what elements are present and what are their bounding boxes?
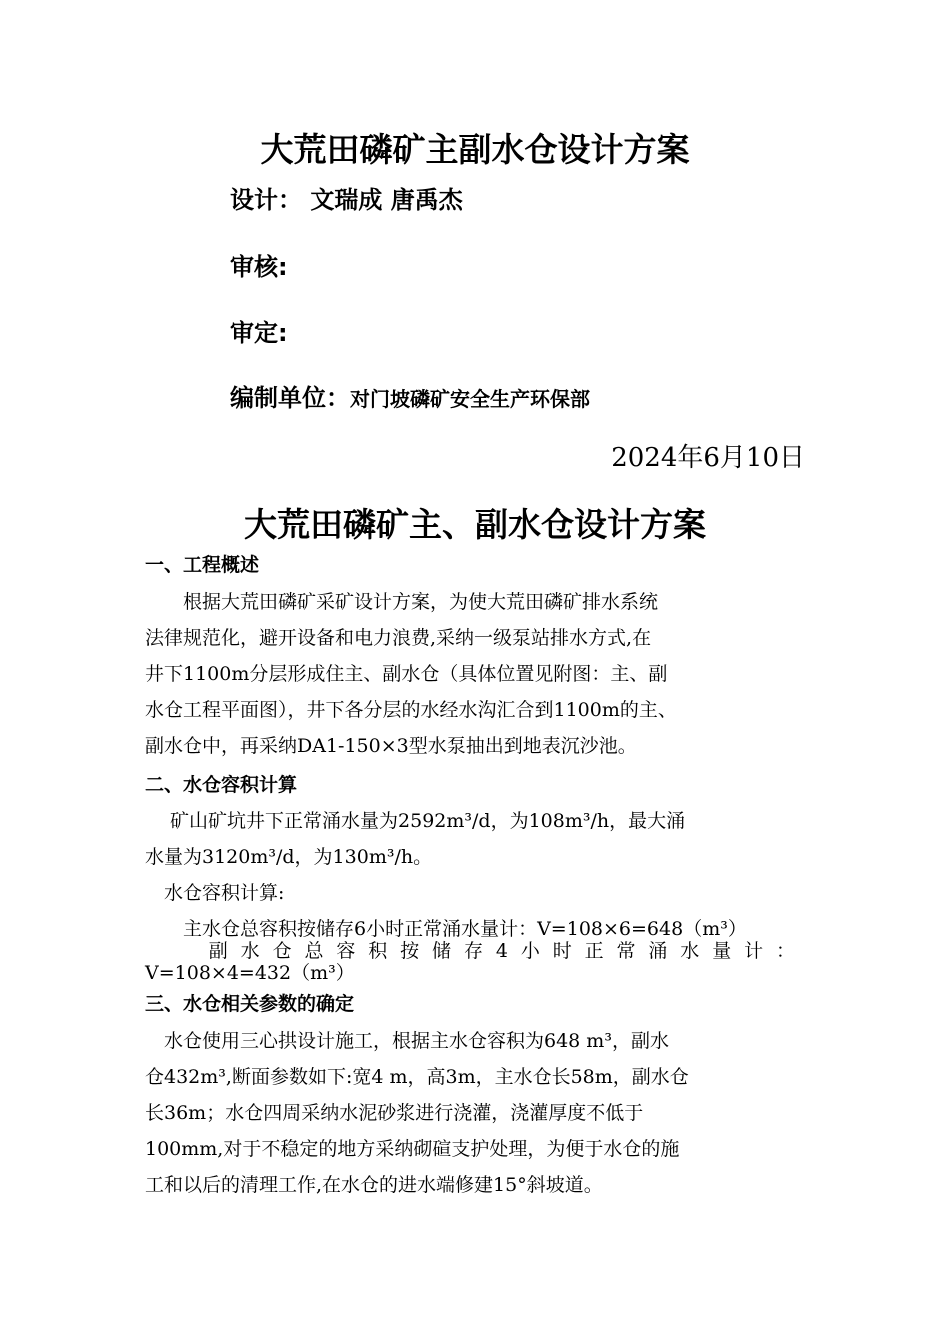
section-2-heading: 二、水仓容积计算 [145, 774, 298, 796]
section-1-heading: 一、工程概述 [145, 554, 260, 576]
section-3-line-2: 仓432m³,断面参数如下:宽4 m，高3m，主水仓长58m，副水仓 [145, 1066, 689, 1088]
section-2-line-1: 矿山矿坑井下正常涌水量为2592m³/d，为108m³/h，最大涌 [145, 810, 686, 832]
compiling-unit-line [230, 381, 590, 416]
section-1-line-1: 根据大荒田磷矿采矿设计方案，为使大荒田磷矿排水系统 [145, 591, 659, 613]
section-1-line-3: 井下1100m分层形成住主、副水仓（具体位置见附图：主、副 [145, 663, 668, 685]
section-3-heading: 三、水仓相关参数的确定 [145, 993, 355, 1015]
approver-line: 审定: [230, 319, 288, 347]
section-1-line-4: 水仓工程平面图），井下各分层的水经水沟汇合到1100m的主、 [145, 699, 677, 721]
section-3-line-1: 水仓使用三心拱设计施工，根据主水仓容积为648 m³，副水 [145, 1030, 669, 1052]
section-2-line-2: 水量为3120m³/d，为130m³/h。 [145, 846, 433, 868]
section-3-body [145, 1023, 755, 1203]
section-2-line-3: 水仓容积计算: [145, 882, 285, 904]
section-1-line-5: 副水仓中，再采纳DA1-150×3型水泵抽出到地表沉沙池。 [145, 735, 637, 757]
reviewer-line: 审核: [230, 253, 288, 281]
section-3-line-3: 长36m；水仓四周采纳水泥砂浆进行浇灌，浇灌厚度不低于 [145, 1102, 644, 1124]
section-1-body [145, 584, 755, 764]
section-3-line-5: 工和以后的清理工作,在水仓的进水端修建15°斜坡道。 [145, 1174, 603, 1196]
volume-calculation [145, 918, 795, 984]
main-title: 大荒田磷矿主、副水仓设计方案 [244, 505, 706, 544]
sub-sump-calculation-1: 副水仓总容积按储存4小时正常涌水量计： [145, 940, 795, 962]
compiling-unit-label: 编制单位： [230, 384, 350, 412]
section-2-body [145, 803, 755, 911]
cover-title: 大荒田磷矿主副水仓设计方案 [260, 130, 690, 169]
section-1-line-2: 法律规范化，避开设备和电力浪费,采纳一级泵站排水方式,在 [145, 627, 652, 649]
document-date: 2024年6月10日 [611, 443, 805, 473]
section-3-line-4: 100mm,对于不稳定的地方采纳砌碹支护处理，为便于水仓的施 [145, 1138, 680, 1160]
designer-line: 设计： 文瑞成 唐禹杰 [230, 186, 463, 214]
compiling-unit-value: 对门坡磷矿安全生产环保部 [350, 387, 590, 411]
main-sump-calculation: 主水仓总容积按储存6小时正常涌水量计：V=108×6=648（m³） [145, 918, 747, 940]
sub-sump-calculation-2: V=108×4=432（m³） [145, 962, 355, 984]
